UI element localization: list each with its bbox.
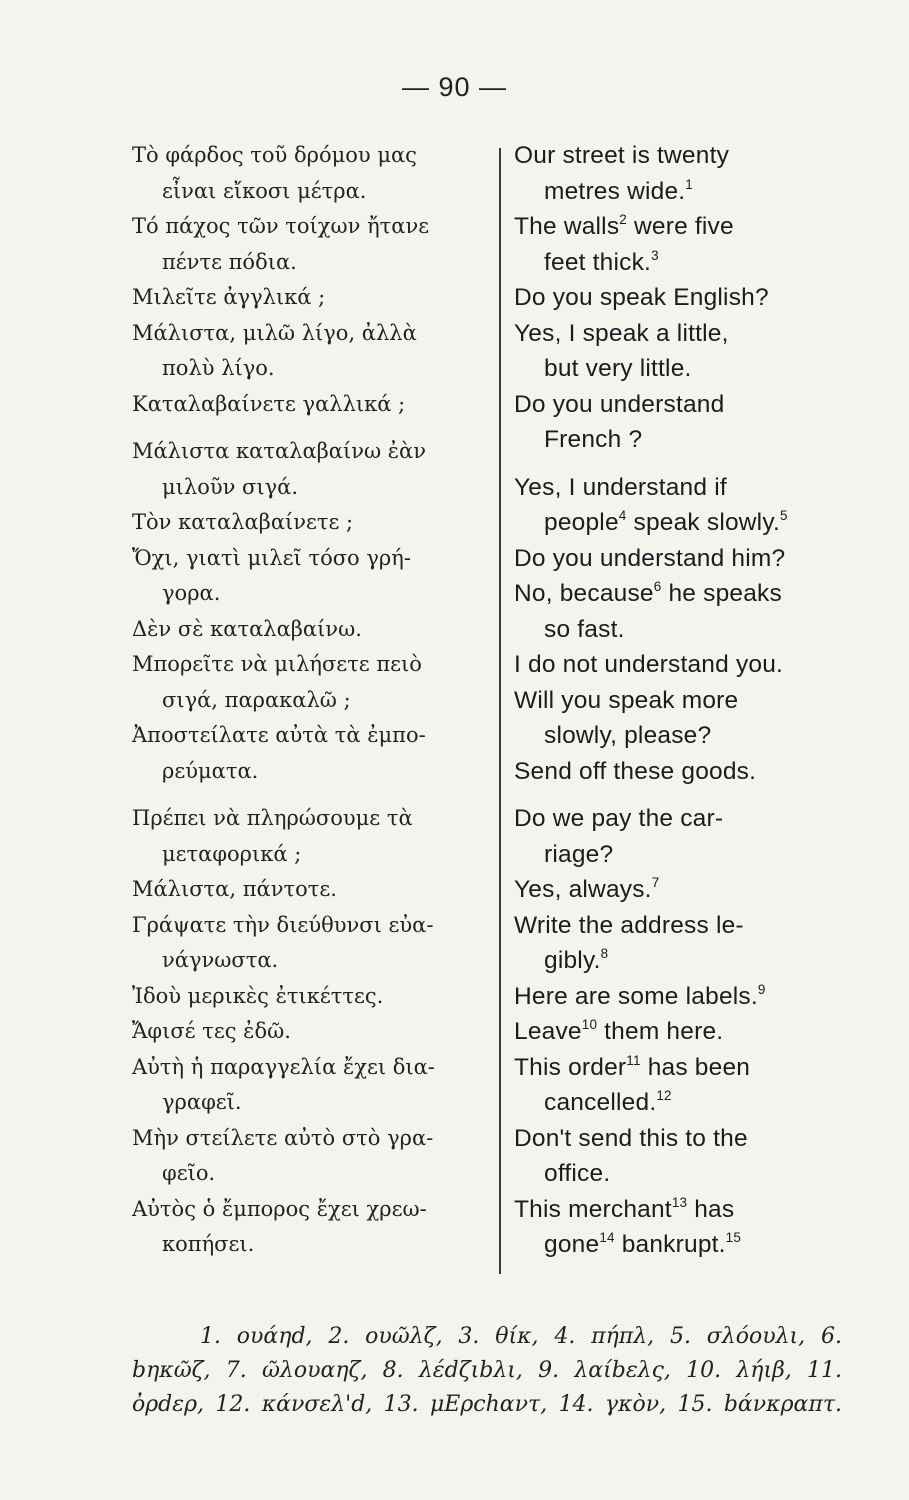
english-phrase <box>514 1121 830 1192</box>
greek-phrase-line: Ἄφισέ τες ἐδῶ. <box>132 1019 291 1043</box>
english-text: Do we pay the car- <box>514 805 724 832</box>
footnote-ref: 15 <box>725 1229 742 1245</box>
footnote-ref: 13 <box>671 1194 688 1210</box>
greek-phrase <box>132 647 484 718</box>
english-text: Do you understand <box>514 390 725 418</box>
english-text: Leave <box>514 1018 582 1045</box>
footnote-ref: 1 <box>685 176 693 192</box>
english-text: slowly, please? <box>544 722 712 749</box>
greek-phrase-line: Καταλαβαίνετε γαλλικά ; <box>132 391 406 416</box>
greek-phrase-line: Μάλιστα καταλαβαίνω ἐὰν <box>132 439 426 463</box>
english-phrase <box>514 576 830 647</box>
english-phrase <box>514 316 830 387</box>
english-text: them here. <box>597 1018 724 1045</box>
greek-phrase-continuation: γραφεῖ. <box>162 1090 242 1114</box>
english-phrase-continuation <box>514 1156 830 1192</box>
english-text: bankrupt. <box>614 1231 726 1258</box>
english-text: This merchant <box>514 1195 672 1223</box>
english-text: but very little. <box>544 355 692 382</box>
english-phrase <box>514 979 830 1015</box>
footnote-line: 1. ουάηd, 2. ουῶλζ, 3. θίκ, 4. πήπλ, 5. σλόουλι, 6. <box>200 1324 842 1349</box>
english-phrase-line <box>514 805 723 832</box>
english-phrase-line <box>514 320 729 347</box>
greek-phrase-line: Μὴν στείλετε αὐτὸ στὸ γρα- <box>132 1125 434 1150</box>
greek-phrase-line: Τὸ φάρδος τοῦ δρόμου μας <box>132 143 417 167</box>
english-text: French ? <box>544 426 643 453</box>
greek-phrase <box>132 872 484 908</box>
page-number: — 90 — <box>401 72 508 102</box>
english-text: metres wide. <box>544 177 686 205</box>
footnote-ref: 5 <box>779 507 788 523</box>
footnote-ref: 3 <box>651 247 659 263</box>
english-phrase <box>514 1050 830 1121</box>
english-text: Yes, I speak a little, <box>514 319 729 347</box>
greek-phrase-line: Πρέπει νὰ πληρώσουμε τὰ <box>132 806 413 830</box>
greek-phrase <box>132 1014 484 1050</box>
footnote-ref: 6 <box>653 578 662 594</box>
greek-phrase-continuation: γορα. <box>162 581 221 605</box>
english-phrase-line <box>514 1018 723 1045</box>
english-phrase-line <box>514 1125 748 1152</box>
greek-phrase <box>132 612 484 648</box>
column-divider <box>499 148 501 1274</box>
pronunciation-footnotes <box>132 1320 842 1422</box>
english-text: gone <box>544 1231 600 1258</box>
greek-phrase <box>132 908 484 979</box>
greek-phrase-line: Αὐτὸς ὁ ἔμπορος ἔχει χρεω- <box>132 1196 427 1221</box>
english-text: speak slowly. <box>626 509 780 536</box>
english-text: Yes, always. <box>514 876 652 903</box>
english-phrase <box>514 1192 830 1263</box>
english-phrase-continuation <box>514 174 830 210</box>
greek-phrase-line: Δὲν σὲ καταλαβαίνω. <box>132 616 362 641</box>
english-phrase-continuation <box>514 612 830 648</box>
english-phrase-line <box>514 391 724 418</box>
greek-phrase-line: Μάλιστα, μιλῶ λίγο, ἀλλὰ <box>132 320 417 345</box>
english-text: The walls <box>514 213 620 240</box>
footnote-line: bηκῶζ, 7. ῶλουαηζ, 8. λέdζιbλι, 9. λαίbελς, 10. λήιβ, 11. <box>132 1358 842 1383</box>
greek-phrase-continuation: κοπήσει. <box>162 1232 255 1256</box>
greek-phrase-continuation: μεταφορικά ; <box>162 841 302 866</box>
english-phrase-line <box>514 1196 734 1223</box>
english-text: has <box>687 1195 735 1223</box>
english-text: I do not understand you. <box>514 651 784 678</box>
english-phrase-continuation <box>514 422 830 458</box>
english-text: Do you speak English? <box>514 284 769 311</box>
english-text: cancelled. <box>544 1089 657 1116</box>
english-phrase <box>514 647 830 683</box>
english-phrase-continuation <box>514 718 830 754</box>
footnote-ref: 7 <box>651 874 660 890</box>
english-phrase <box>514 754 830 790</box>
footnote-ref: 8 <box>600 945 609 961</box>
english-phrase <box>514 209 830 280</box>
greek-phrase-line: Ὄχι, γιατὶ μιλεῖ τόσο γρή- <box>132 545 411 570</box>
english-phrase-continuation <box>514 351 830 387</box>
english-phrase-line <box>514 580 782 607</box>
greek-phrase-continuation: μιλοῦν σιγά. <box>162 474 299 499</box>
english-phrase-line <box>514 474 727 501</box>
footnote-ref: 14 <box>599 1229 615 1245</box>
footnote-line: ὀρdερ, 12. κάνσελ'd, 13. μΕρchαντ, 14. γκὸν, 15. bάνκραπτ. <box>132 1392 842 1417</box>
english-text: Here are some labels. <box>514 982 758 1010</box>
greek-phrase-line: Μπορεῖτε νὰ μιλήσετε πειὸ <box>132 652 422 676</box>
greek-phrase <box>132 316 484 387</box>
english-text: This order <box>514 1053 627 1081</box>
english-phrase-line <box>514 284 769 311</box>
english-phrase <box>514 908 830 979</box>
greek-phrase-line: Ἀποστείλατε αὐτὰ τὰ ἐμπο- <box>132 723 426 747</box>
greek-phrase-continuation: πολὺ λίγο. <box>162 356 275 380</box>
greek-column <box>132 138 484 1263</box>
greek-phrase-continuation: σιγά, παρακαλῶ ; <box>162 687 351 712</box>
english-text: were five <box>626 213 734 240</box>
greek-phrase-line: Ἰδοὺ μερικὲς ἐτικέττες. <box>132 983 384 1008</box>
english-text: No, because <box>514 580 654 607</box>
greek-phrase <box>132 505 484 541</box>
english-phrase-line <box>514 983 766 1010</box>
english-phrase <box>514 280 830 316</box>
footnote-ref: 9 <box>757 981 766 997</box>
greek-phrase-continuation: φεῖο. <box>162 1161 216 1185</box>
english-text: has been <box>640 1053 751 1081</box>
english-phrase-continuation <box>514 943 830 979</box>
greek-phrase <box>132 718 484 789</box>
english-phrase <box>514 683 830 754</box>
english-text: Our street is twenty <box>514 142 730 169</box>
english-phrase-line <box>514 651 783 678</box>
english-phrase-continuation <box>514 505 830 541</box>
english-phrase-continuation <box>514 1085 830 1121</box>
greek-phrase <box>132 434 484 505</box>
english-phrase <box>514 872 830 908</box>
english-text: office. <box>544 1160 611 1187</box>
english-text: people <box>544 509 619 536</box>
english-text: so fast. <box>544 615 625 643</box>
footnote-ref: 4 <box>618 507 627 523</box>
footnote-ref: 2 <box>619 211 627 227</box>
english-text: riage? <box>544 840 614 868</box>
english-phrase-line <box>514 213 734 240</box>
english-text: Do you understand him? <box>514 544 786 572</box>
greek-phrase-line: Τὸν καταλαβαίνετε ; <box>132 510 354 534</box>
english-phrase-line <box>514 142 729 169</box>
footnote-ref: 12 <box>656 1087 672 1103</box>
greek-phrase <box>132 541 484 612</box>
english-phrase <box>514 541 830 577</box>
english-text: gibly. <box>544 947 601 974</box>
greek-phrase-continuation: ρεύματα. <box>162 758 259 783</box>
footnote-ref: 10 <box>581 1016 598 1032</box>
english-phrase-line <box>514 876 659 903</box>
greek-phrase-line: Αὐτὴ ἡ παραγγελία ἔχει δια- <box>132 1054 435 1079</box>
english-phrase <box>514 470 830 541</box>
english-column <box>514 138 830 1263</box>
english-text: Yes, I understand if <box>514 473 727 501</box>
english-phrase-line <box>514 912 744 939</box>
footnote-ref: 11 <box>626 1052 641 1068</box>
greek-phrase-continuation: εἶναι εἴκοσι μέτρα. <box>162 178 367 203</box>
english-text: Will you speak more <box>514 686 739 714</box>
english-phrase <box>514 1014 830 1050</box>
greek-phrase <box>132 1050 484 1121</box>
english-text: Write the address le- <box>514 911 744 939</box>
english-phrase-line <box>514 758 756 785</box>
greek-phrase <box>132 209 484 280</box>
english-text: he speaks <box>661 580 782 607</box>
english-phrase-continuation <box>514 1227 830 1263</box>
english-text: feet thick. <box>544 248 652 276</box>
greek-phrase <box>132 979 484 1015</box>
english-text: Send off these goods. <box>514 757 757 785</box>
english-phrase <box>514 387 830 458</box>
greek-phrase-line: Γράψατε τὴν διεύθυνσι εὐα- <box>132 912 434 937</box>
english-phrase-continuation <box>514 837 830 873</box>
greek-phrase <box>132 387 484 423</box>
english-phrase-line <box>514 545 785 572</box>
english-phrase <box>514 801 830 872</box>
english-phrase-continuation <box>514 245 830 281</box>
english-phrase-line <box>514 687 738 714</box>
greek-phrase <box>132 1121 484 1192</box>
greek-phrase-continuation: πέντε πόδια. <box>162 249 297 274</box>
greek-phrase <box>132 280 484 316</box>
greek-phrase <box>132 801 484 872</box>
greek-phrase-continuation: νάγνωστα. <box>162 948 279 972</box>
greek-phrase <box>132 1192 484 1263</box>
greek-phrase <box>132 138 484 209</box>
greek-phrase-line: Μάλιστα, πάντοτε. <box>132 877 337 901</box>
english-text: Don't send this to the <box>514 1124 748 1152</box>
english-phrase-line <box>514 1054 750 1081</box>
greek-phrase-line: Τό πάχος τῶν τοίχων ἤτανε <box>132 214 430 238</box>
english-phrase <box>514 138 830 209</box>
greek-phrase-line: Μιλεῖτε ἀγγλικά ; <box>132 285 326 309</box>
